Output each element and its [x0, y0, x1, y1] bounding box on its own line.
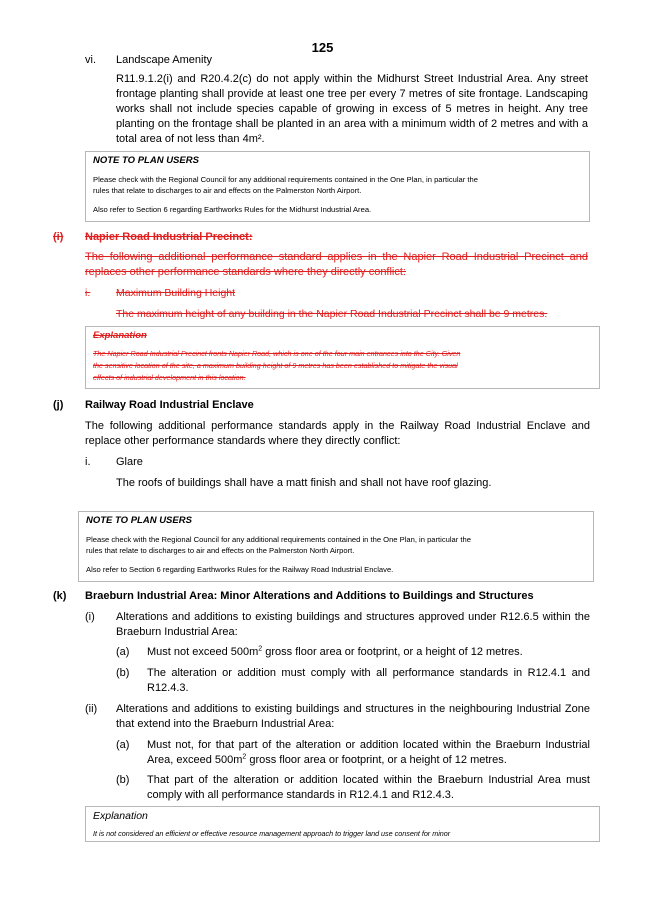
- braeburn-i-number: (i): [85, 611, 95, 623]
- braeburn-i-a-text: Must not exceed $500m^2$ gross floor area or footprint, or a height of 12 metres.: [147, 645, 523, 658]
- note-box-midhurst: [85, 151, 590, 222]
- braeburn-i-b-text: The alteration or addition must comply with all performance standards in R12.4.1 and R12.4.3.: [147, 667, 590, 694]
- note-text-line: Please check with the Regional Council for any additional requirements contained in the One Plan, in particular the: [93, 175, 478, 184]
- landscape-title: Landscape Amenity: [116, 54, 213, 66]
- napier-title: Napier Road Industrial Precinct:: [85, 231, 253, 243]
- explanation-title: Explanation: [93, 330, 147, 341]
- napier-sub-body: The maximum height of any building in the Napier Road Industrial Precinct shall be 9 metres.: [116, 308, 548, 320]
- braeburn-explanation-box: [85, 806, 600, 842]
- railway-title: Railway Road Industrial Enclave: [85, 399, 254, 411]
- explanation-line: It is not considered an efficient or effective resource management approach to trigger land use consent for minor: [93, 829, 451, 838]
- braeburn-i-a-number: (a): [116, 646, 130, 658]
- note-text-line: rules that relate to discharges to air and effects on the Palmerston North Airport.: [93, 186, 362, 195]
- explanation-title: Explanation: [93, 810, 148, 822]
- railway-sub-title: Glare: [116, 456, 143, 468]
- note-title: NOTE TO PLAN USERS: [86, 515, 192, 526]
- napier-sub-title: Maximum Building Height: [116, 287, 236, 299]
- napier-sub-number: i.: [85, 287, 91, 299]
- note-box-railway: [78, 511, 594, 582]
- braeburn-ii-b-number: (b): [116, 774, 130, 786]
- railway-sub-body: The roofs of buildings shall have a matt finish and shall not have roof glazing.: [116, 477, 492, 489]
- napier-label: (i): [53, 231, 64, 243]
- railway-sub-number: i.: [85, 456, 91, 468]
- explanation-line: The Napier Road Industrial Precinct fronts Napier Road, which is one of the four main entrances into the City. Given: [93, 349, 461, 358]
- explanation-line: the sensitive location of the site, a maximum building height of 9 metres has been established to mitigate the visual: [93, 361, 458, 370]
- railway-intro: The following additional performance standards apply in the Railway Road Industrial Enclave and replace other performance standards where they directly conflict:: [85, 420, 590, 447]
- note-text-line: rules that relate to discharges to air and effects on the Palmerston North Airport.: [86, 546, 355, 555]
- braeburn-ii-text: Alterations and additions to existing buildings and structures in the neighbouring Industrial Zone that extend into the Braeburn Industrial Area:: [116, 703, 590, 730]
- note-text-line: Also refer to Section 6 regarding Earthworks Rules for the Midhurst Industrial Area.: [93, 205, 372, 214]
- braeburn-ii-a-number: (a): [116, 739, 130, 751]
- railway-label: (j): [53, 399, 64, 411]
- landscape-number: vi.: [85, 54, 96, 66]
- braeburn-i-b-number: (b): [116, 667, 130, 679]
- braeburn-i-text: Alterations and additions to existing buildings and structures approved under R12.6.5 within the Braeburn Industrial Area:: [116, 611, 590, 638]
- braeburn-ii-b-text: That part of the alteration or addition located within the Braeburn Industrial Area must comply with all performance standards in R12.4.1 and R12.4.3.: [147, 774, 590, 801]
- napier-intro: The following additional performance standard applies in the Napier Road Industrial Precinct and replaces other performance standards where they directly conflict:: [85, 251, 588, 278]
- landscape-body: R11.9.1.2(i) and R20.4.2(c) do not apply within the Midhurst Street Industrial Area. Any street frontage planting shall provide at least one tree per every 7 metres of site frontage. Landscaping works shall not include species capable of growing in excess of 5 metres in height. Any tree planting on the frontage shall be planted in an area with a minimum width of 2 metres and with a total area of not less than 4m².: [116, 73, 588, 145]
- note-text-line: Please check with the Regional Council for any additional requirements contained in the One Plan, in particular the: [86, 535, 471, 544]
- note-title: NOTE TO PLAN USERS: [93, 155, 199, 166]
- note-text-line: Also refer to Section 6 regarding Earthworks Rules for the Railway Road Industrial Enclave.: [86, 565, 394, 574]
- explanation-line: effects of industrial development in this location.: [93, 373, 246, 382]
- napier-explanation-box: [85, 326, 600, 389]
- braeburn-label: (k): [53, 590, 67, 602]
- page-number: 125: [311, 40, 334, 55]
- braeburn-ii-number: (ii): [85, 703, 98, 715]
- braeburn-title: Braeburn Industrial Area: Minor Alterations and Additions to Buildings and Structures: [85, 590, 534, 602]
- braeburn-ii-a-text: Must not, for that part of the alteration or addition located within the Braeburn Industrial Area, exceed $500m^2$ gross floor area or footprint, or a height of 12 metres.: [147, 739, 590, 766]
